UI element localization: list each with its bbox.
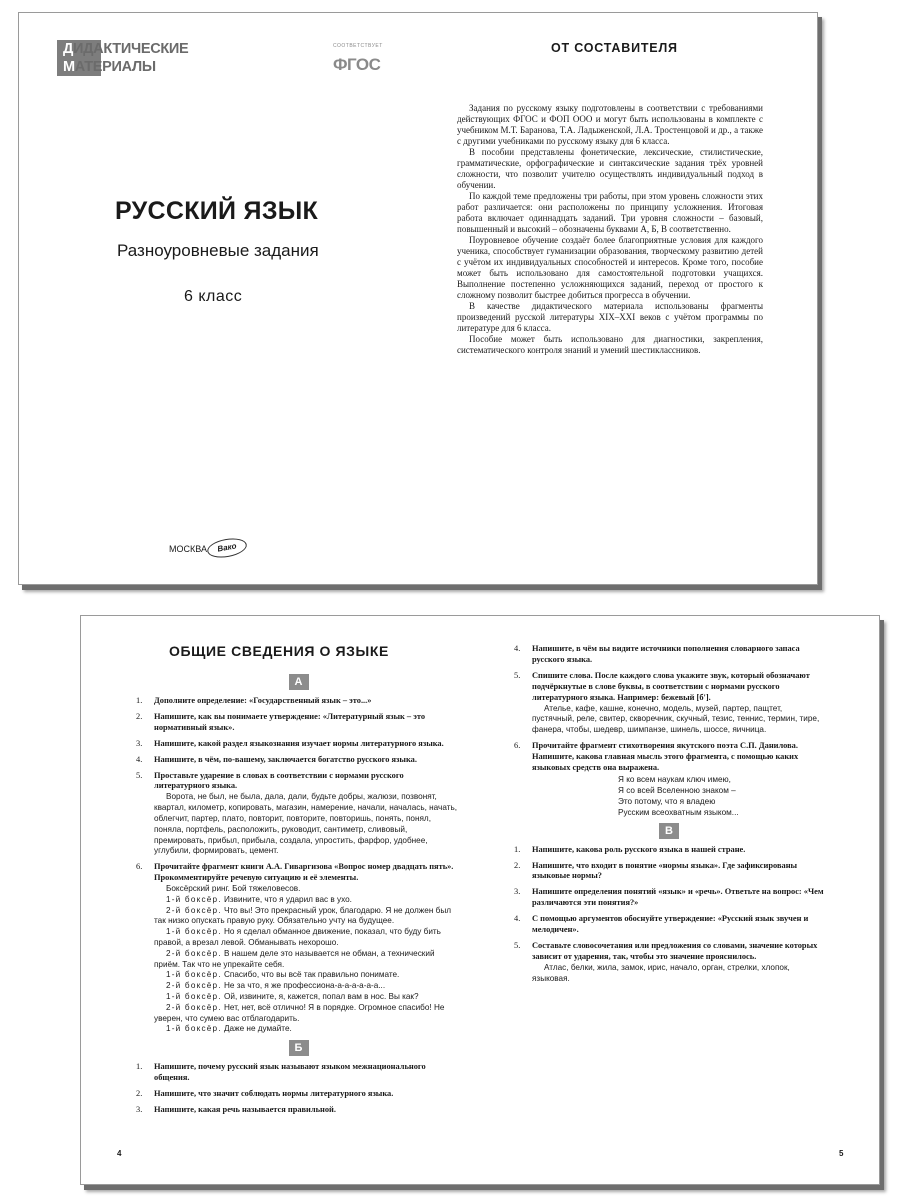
fgos-logo (329, 43, 389, 83)
task-number: 5. (514, 670, 521, 680)
task-item (136, 1105, 461, 1116)
task-text: Напишите, в чём вы видите источники пополнения словарного запаса русского языка. (532, 644, 800, 664)
task-item (136, 1089, 461, 1100)
task-text: Напишите, какой раздел языкознания изучает нормы литературного языка. (154, 738, 444, 748)
task-item (136, 712, 461, 734)
publisher-logo: Вако (206, 536, 249, 561)
poem-line: Я ко всем наукам ключ имею, (618, 774, 731, 784)
right-column (514, 644, 824, 989)
task-item (514, 914, 824, 936)
level-badge-b: Б (289, 1040, 309, 1056)
task-text: Напишите, какова роль русского языка в нашей стране. (532, 844, 746, 854)
task-item (514, 741, 824, 818)
task-text: Напишите, как вы понимаете утверждение: «Литературный язык – это нормативный язык». (154, 711, 426, 732)
word-list: Ателье, кафе, кашне, конечно, модель, музей, партер, пащтет, пустячный, реле, свитер, скворечник, скучный, тезис, теннис, термин, тире, фанера, чтобы, шедевр, шимпанзе, шинель, шоссе, яичница. (532, 703, 820, 735)
task-text: С помощью аргументов обоснуйте утверждение: «Русский язык звучен и мелодичен». (532, 914, 809, 935)
logo-line-2: МАТЕРИАЛЫ (63, 59, 156, 75)
task-item (514, 861, 824, 883)
content-spread (80, 615, 880, 1185)
task-text: Напишите определения понятий «язык» и «речь». Ответьте на вопрос: «Чем различаются эти понятия?» (532, 887, 824, 908)
task-number: 5. (136, 770, 143, 780)
left-column (136, 674, 461, 1121)
task-item (136, 696, 461, 707)
task-text: Спишите слова. После каждого слова укажите звук, который обозначают подчёркнутые в слове буквы, в соответствии с нормами русского литературного языка. Например: бежевый [б']. (532, 670, 810, 702)
publication-city: МОСКВА (169, 544, 207, 554)
dialogue-line: 2-й боксёр. В нашем деле это называется не обман, а технический приём. Так что не упрекайте себя. (154, 948, 435, 969)
dialogue-line: 1-й боксёр. Извините, что я ударил вас в ухо. (166, 894, 352, 904)
dialogue-line: 1-й боксёр. Ой, извините, я, кажется, попал вам в нос. Вы как? (166, 991, 419, 1001)
dialogue-intro: Боксёрский ринг. Бой тяжеловесов. (166, 883, 301, 893)
task-number: 3. (514, 887, 521, 897)
poem-line: Это потому, что я владею (618, 796, 716, 806)
task-item (136, 771, 461, 858)
fgos-arc-text: СООТВЕТСТВУЕТ (333, 43, 383, 49)
task-text: Проставьте ударение в словах в соответствии с нормами русского литературного языка. (154, 770, 404, 791)
task-number: 4. (136, 754, 143, 764)
task-text: Напишите, что входит в понятие «нормы языка». Где зафиксированы языковые нормы? (532, 860, 798, 881)
task-text: Напишите, какая речь называется правильной. (154, 1104, 336, 1114)
task-item (136, 755, 461, 766)
page-number-right: 5 (839, 1149, 844, 1158)
task-number: 2. (136, 1088, 143, 1098)
preface-paragraph: В качестве дидактического материала использованы фрагменты произведений русской литературы XIX–XXI веков с учётом программы по литературе для 6 класса. (457, 301, 763, 333)
preface-paragraph: Пособие может быть использовано для диагностики, закрепления, систематического контроля знаний и умений шестиклассников. (457, 334, 763, 355)
section-heading: ОБЩИЕ СВЕДЕНИЯ О ЯЗЫКЕ (169, 643, 389, 659)
dialogue-line: 2-й боксёр. Что вы! Это прекрасный урок, благодарю. Я не должен был так низко опускать правую руку. Обязательно учту на будущее. (154, 905, 451, 926)
task-number: 3. (136, 738, 143, 748)
task-item (514, 941, 824, 984)
word-list: Ворота, не был, не была, дала, дали, будьте добры, жалюзи, позвонят, квартал, километр, копировать, магазин, намерение, начали, началась, начать, облегчит, партер, плато, повторит, повторите, повторишь, понять, понял, поняла, портфель, расположить, руководит, сантиметр, сливовый, премировать, прибыл, прибыла, создала, упростить, фарфор, удобнее, углубили, формировать, цемент. (154, 792, 457, 856)
preface-paragraph: В пособии представлены фонетические, лексические, стилистические, грамматические, орфографические и синтаксические задания трёх уровней сложности, что позволит учителю осуществлять индивидуальный подход в обучении. (457, 147, 763, 190)
level-badge-v: В (659, 823, 679, 839)
poem-line: Я со всей Вселенною знаком – (618, 785, 736, 795)
page-number-left: 4 (117, 1149, 122, 1158)
task-number: 4. (514, 914, 521, 924)
logo-line-1: ДИДАКТИЧЕСКИЕ (63, 41, 189, 57)
dialogue-line: 2-й боксёр. Не за что, я же профессиона-а-а-а-а-а-а... (166, 981, 386, 991)
task-number: 3. (136, 1104, 143, 1114)
poem (532, 774, 824, 818)
task-text: Составьте словосочетания или предложения со словами, значение которых зависит от ударения, так, чтобы это значение прояснилось. (532, 940, 818, 961)
task-number: 2. (514, 860, 521, 870)
poem-line: Русским всеохватным языком... (618, 807, 739, 817)
dialogue-line: 1-й боксёр. Даже не думайте. (166, 1024, 292, 1034)
task-text: Напишите, в чём, по-вашему, заключается богатство русского языка. (154, 754, 417, 764)
dialogue-line: 1-й боксёр. Спасибо, что вы всё так правильно понимате. (166, 970, 400, 980)
task-item (514, 887, 824, 909)
task-item (136, 739, 461, 750)
preface-paragraph: Поуровневое обучение создаёт более благоприятные условия для каждого ученика, способствует гуманизации образования, творческому развитию детей с учётом их индивидуальных способностей и интересов. Кроме того, пособие может быть использовано для самостоятельной подготовки учащихся. Выполнение постепенно усложняющихся заданий, переход от простого к сложному позволит быстрее добиться прогресса в обучении. (457, 235, 763, 300)
book-grade: 6 класс (184, 288, 243, 305)
dialogue-line: 1-й боксёр. Но я сделал обманное движение, показал, что буду бить правой, а врезал левой. Обманывать нехорошо. (154, 927, 441, 947)
task-number: 4. (514, 644, 521, 653)
task-text: Дополните определение: «Государственный язык – это...» (154, 696, 372, 705)
book-subtitle: Разноуровневые задания (117, 241, 319, 260)
task-number: 1. (514, 844, 521, 854)
preface-body (457, 103, 763, 356)
series-logo (57, 40, 197, 76)
preface-paragraph: Задания по русскому языку подготовлены в соответствии с требованиями действующих ФГОС и ФОП ООО и могут быть использованы в комплекте с учебником М.Т. Баранова, Т.А. Ладыженской, Л.А. Тростенцовой и др., а также с другими учебниками по русскому языку для 6 класса. (457, 103, 763, 146)
fgos-text: ФГОС (333, 55, 381, 74)
preface-paragraph: По каждой теме предложены три работы, при этом уровень сложности этих работ различается: они расположены по принципу усложнения. Итоговая работа включает одиннадцать заданий. Три уровня сложности – базовый, повышенный и высокий – обозначены буквами А, Б, В соответственно. (457, 191, 763, 234)
task-number: 6. (136, 862, 143, 872)
task-item (136, 1062, 461, 1084)
task-number: 2. (136, 711, 143, 721)
task-number: 1. (136, 1062, 143, 1072)
task-item (514, 845, 824, 856)
task-item (136, 862, 461, 1035)
task-number: 6. (514, 740, 521, 750)
task-text: Прочитайте фрагмент стихотворения якутского поэта С.П. Данилова. Напишите, какова главная мысль этого фрагмента, с помощью каких языковых средств она выражена. (532, 740, 799, 772)
task-text: Напишите, что значит соблюдать нормы литературного языка. (154, 1088, 394, 1098)
task-text: Прочитайте фрагмент книги А.А. Гиваргизова «Вопрос номер двадцать пять». Прокомментируйте речевую ситуацию и её элементы. (154, 862, 454, 883)
level-badge-a: А (289, 674, 309, 690)
title-page (18, 12, 818, 585)
task-number: 1. (136, 696, 143, 705)
task-text: Напишите, почему русский язык называют языком межнационального общения. (154, 1062, 426, 1082)
preface-title: ОТ СОСТАВИТЕЛЯ (551, 41, 678, 55)
dialogue-line: 2-й боксёр. Нет, нет, всё отлично! Я в порядке. Огромное спасибо! Не уверен, что сумею вас отблагодарить. (154, 1002, 445, 1023)
task-number: 5. (514, 940, 521, 950)
task-item (514, 644, 824, 666)
book-title: РУССКИЙ ЯЗЫК (115, 197, 319, 225)
word-list: Атлас, белки, жила, замок, ирис, начало, орган, стрелки, хлопок, языковая. (532, 962, 790, 983)
task-item (514, 671, 824, 736)
